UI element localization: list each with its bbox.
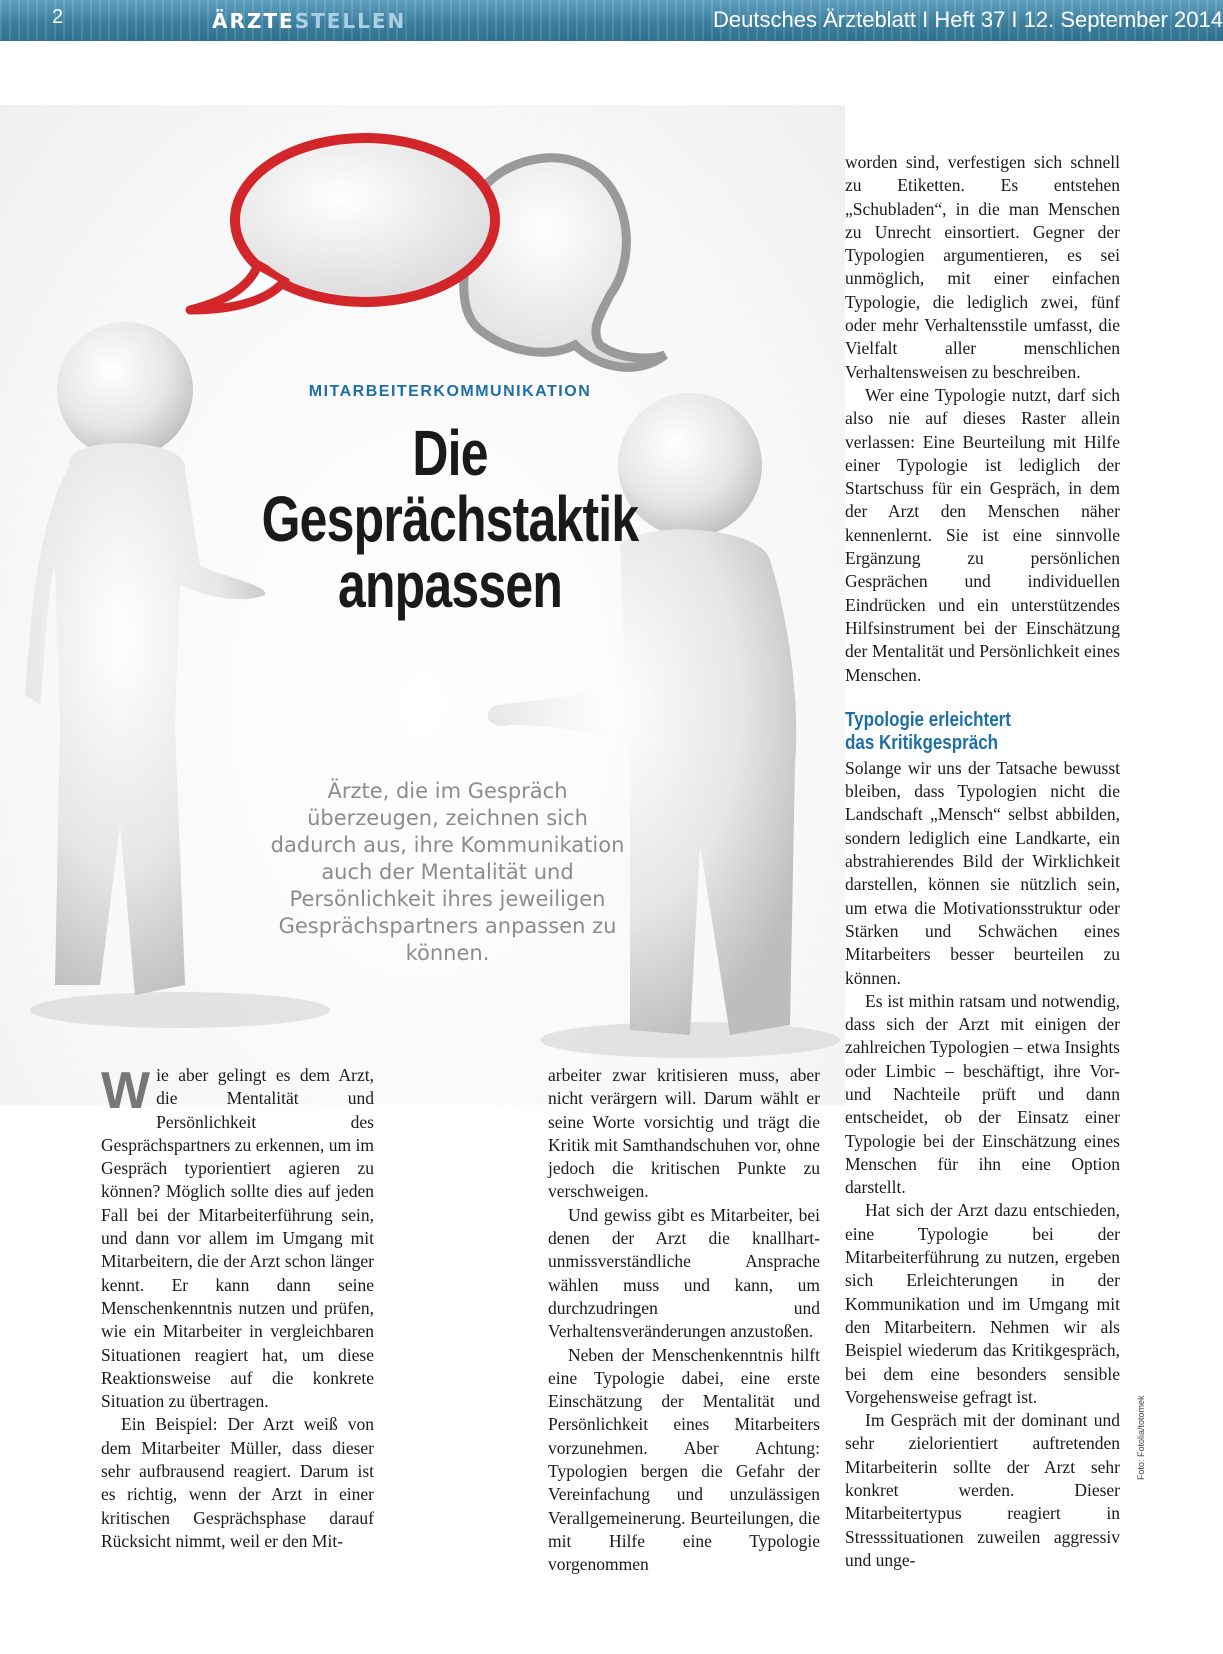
section-subheading (845, 709, 1117, 755)
title-line-2: Gesprächstaktik (261, 483, 639, 555)
page-number: 2 (52, 6, 64, 28)
title-line-3: anpassen (337, 549, 563, 621)
grey-speech-bubble (464, 158, 665, 368)
text-column-1 (101, 1064, 374, 1553)
subheading-line-1: Typologie erleichtert (845, 708, 1011, 731)
paragraph: Ein Beispiel: Der Arzt weiß von dem Mitarbeiter Müller, dass dieser sehr aufbrausend reagiert. Darum ist es richtig, wenn der Arzt in einer kritischen Gesprächsphase darauf Rücksicht nimmt, weil er den Mit- (101, 1414, 374, 1551)
page-header-bar (0, 0, 1223, 41)
text-column-2 (548, 1064, 820, 1577)
paragraph: Und gewiss gibt es Mitarbeiter, bei denen der Arzt die knallhart-unmissverständliche Ansprache wählen muss und kann, um durchzudringen und Verhaltensveränderungen anzustoßen. (548, 1204, 820, 1342)
paragraph: Wer eine Typologie nutzt, darf sich also nie auf dieses Raster allein verlassen: Eine Beurteilung mit Hilfe einer Typologie ist lediglich der Startschuss für ein Gespräch, in dem der Arzt den Menschen näher kennenlernt. Sie ist eine sinnvolle Ergänzung zu persönlichen Gesprächen und individuellen Eindrücken und ein unterstützendes Hilfsinstrument bei der Einschätzung der Mentalität und Persönlichkeit eines Menschen. (845, 384, 1120, 685)
red-speech-bubble (190, 138, 495, 310)
article-lead: Ärzte, die im Gespräch überzeugen, zeichnen sich dadurch aus, ihre Kommunikation auch der Mentalität und Persönlichkeit ihres jeweiligen Gesprächspartners anpassen zu können. (270, 779, 625, 965)
paragraph: worden sind, verfestigen sich schnell zu Etiketten. Es entstehen „Schubladen“, in die man Menschen zu Unrecht einsortiert. Gegner der Typologien argumentieren, es sei unmöglich, mit einer einfachen Typologie, die lediglich zwei, fünf oder mehr Verhaltensstile umfasst, die Vielfalt aller menschlichen Verhaltensweisen zu beschreiben. (845, 152, 1120, 382)
paragraph: arbeiter zwar kritisieren muss, aber nicht verärgern will. Darum wählt er seine Worte vorsichtig und trägt die Kritik mit Samthandschuhen vor, ohne jedoch die kritischen Punkte zu verschweigen. (548, 1065, 820, 1202)
issue-info: Deutsches Ärzteblatt I Heft 37 I 12. September 2014 (713, 7, 1223, 32)
text-column-3 (845, 151, 1120, 1572)
paragraph-text: ie aber gelingt es dem Arzt, die Mentalität und Persönlichkeit des Gesprächspartners zu erkennen, um im Gespräch typorientiert agieren zu können? Möglich sollte dies auf jeden Fall bei der Mitarbeiterführung sein, und dann vor allem im Umgang mit Mitarbeitern, die der Arzt schon länger kennt. Er kann dann seine Menschenkenntnis nutzen und prüfen, wie ein Mitarbeiter in vergleichbaren Situationen reagiert hat, um diese Reaktionsweise auf die konkrete Situation zu übertragen. (101, 1065, 374, 1412)
article-title (99, 417, 801, 621)
subheading-line-2: das Kritikgespräch (845, 731, 999, 754)
article-kicker: MITARBEITERKOMMUNIKATION (308, 383, 592, 400)
paragraph: Solange wir uns der Tatsache bewusst bleiben, dass Typologien nicht die Landschaft „Mensch“ selbst abbilden, sondern lediglich eine Landkarte, ein abstrahierendes Bild der Wirklichkeit darstellen, können sie nützlich sein, um etwa die Motivationsstruktur oder Stärken und Schwächen eines Mitarbeiters besser beurteilen zu können. (845, 757, 1120, 988)
photo-credit: Foto: Fotolia/totomek (1136, 1395, 1146, 1480)
paragraph: Neben der Menschenkenntnis hilft eine Typologie dabei, eine erste Einschätzung der Mentalität und Persönlichkeit eines Mitarbeiters vorzunehmen. Aber Achtung: Typologien bergen die Gefahr der Vereinfachung und unzulässigen Verallgemeinerung. Beurteilungen, die mit Hilfe eine Typologie vorgenommen (548, 1344, 820, 1575)
logo-part-2: STELLEN (294, 9, 407, 33)
paragraph (101, 1064, 374, 1413)
paragraph: Es ist mithin ratsam und notwendig, dass sich der Arzt mit einigen der zahlreichen Typologien – etwa Insights oder Limbic – beschäftigt, ihre Vor- und Nachteile prüft und dann entscheidet, ob der Einsatz einer Typologie bei der Einschätzung eines Menschen für ihn eine Option darstellt. (845, 990, 1120, 1198)
logo-part-1: ÄRZTE (212, 9, 295, 33)
drop-cap: W (101, 1062, 151, 1120)
paragraph: Hat sich der Arzt dazu entschieden, eine Typologie bei der Mitarbeiterführung zu nutzen, ergeben sich Erleichterungen in der Kommunikation und im Umgang mit den Mitarbeitern. Nehmen wir als Beispiel wiederum das Kritikgespräch, bei dem eine besonders sensible Vorgehensweise gefragt ist. (845, 1200, 1120, 1407)
paragraph: Im Gespräch mit der dominant und sehr zielorientiert auftretenden Mitarbeiterin sollte der Arzt sehr konkret werden. Dieser Mitarbeitertypus reagiert in Stresssituationen zuweilen aggressiv und unge- (845, 1410, 1120, 1570)
section-logo (212, 9, 406, 33)
title-line-1: Die (412, 417, 488, 489)
